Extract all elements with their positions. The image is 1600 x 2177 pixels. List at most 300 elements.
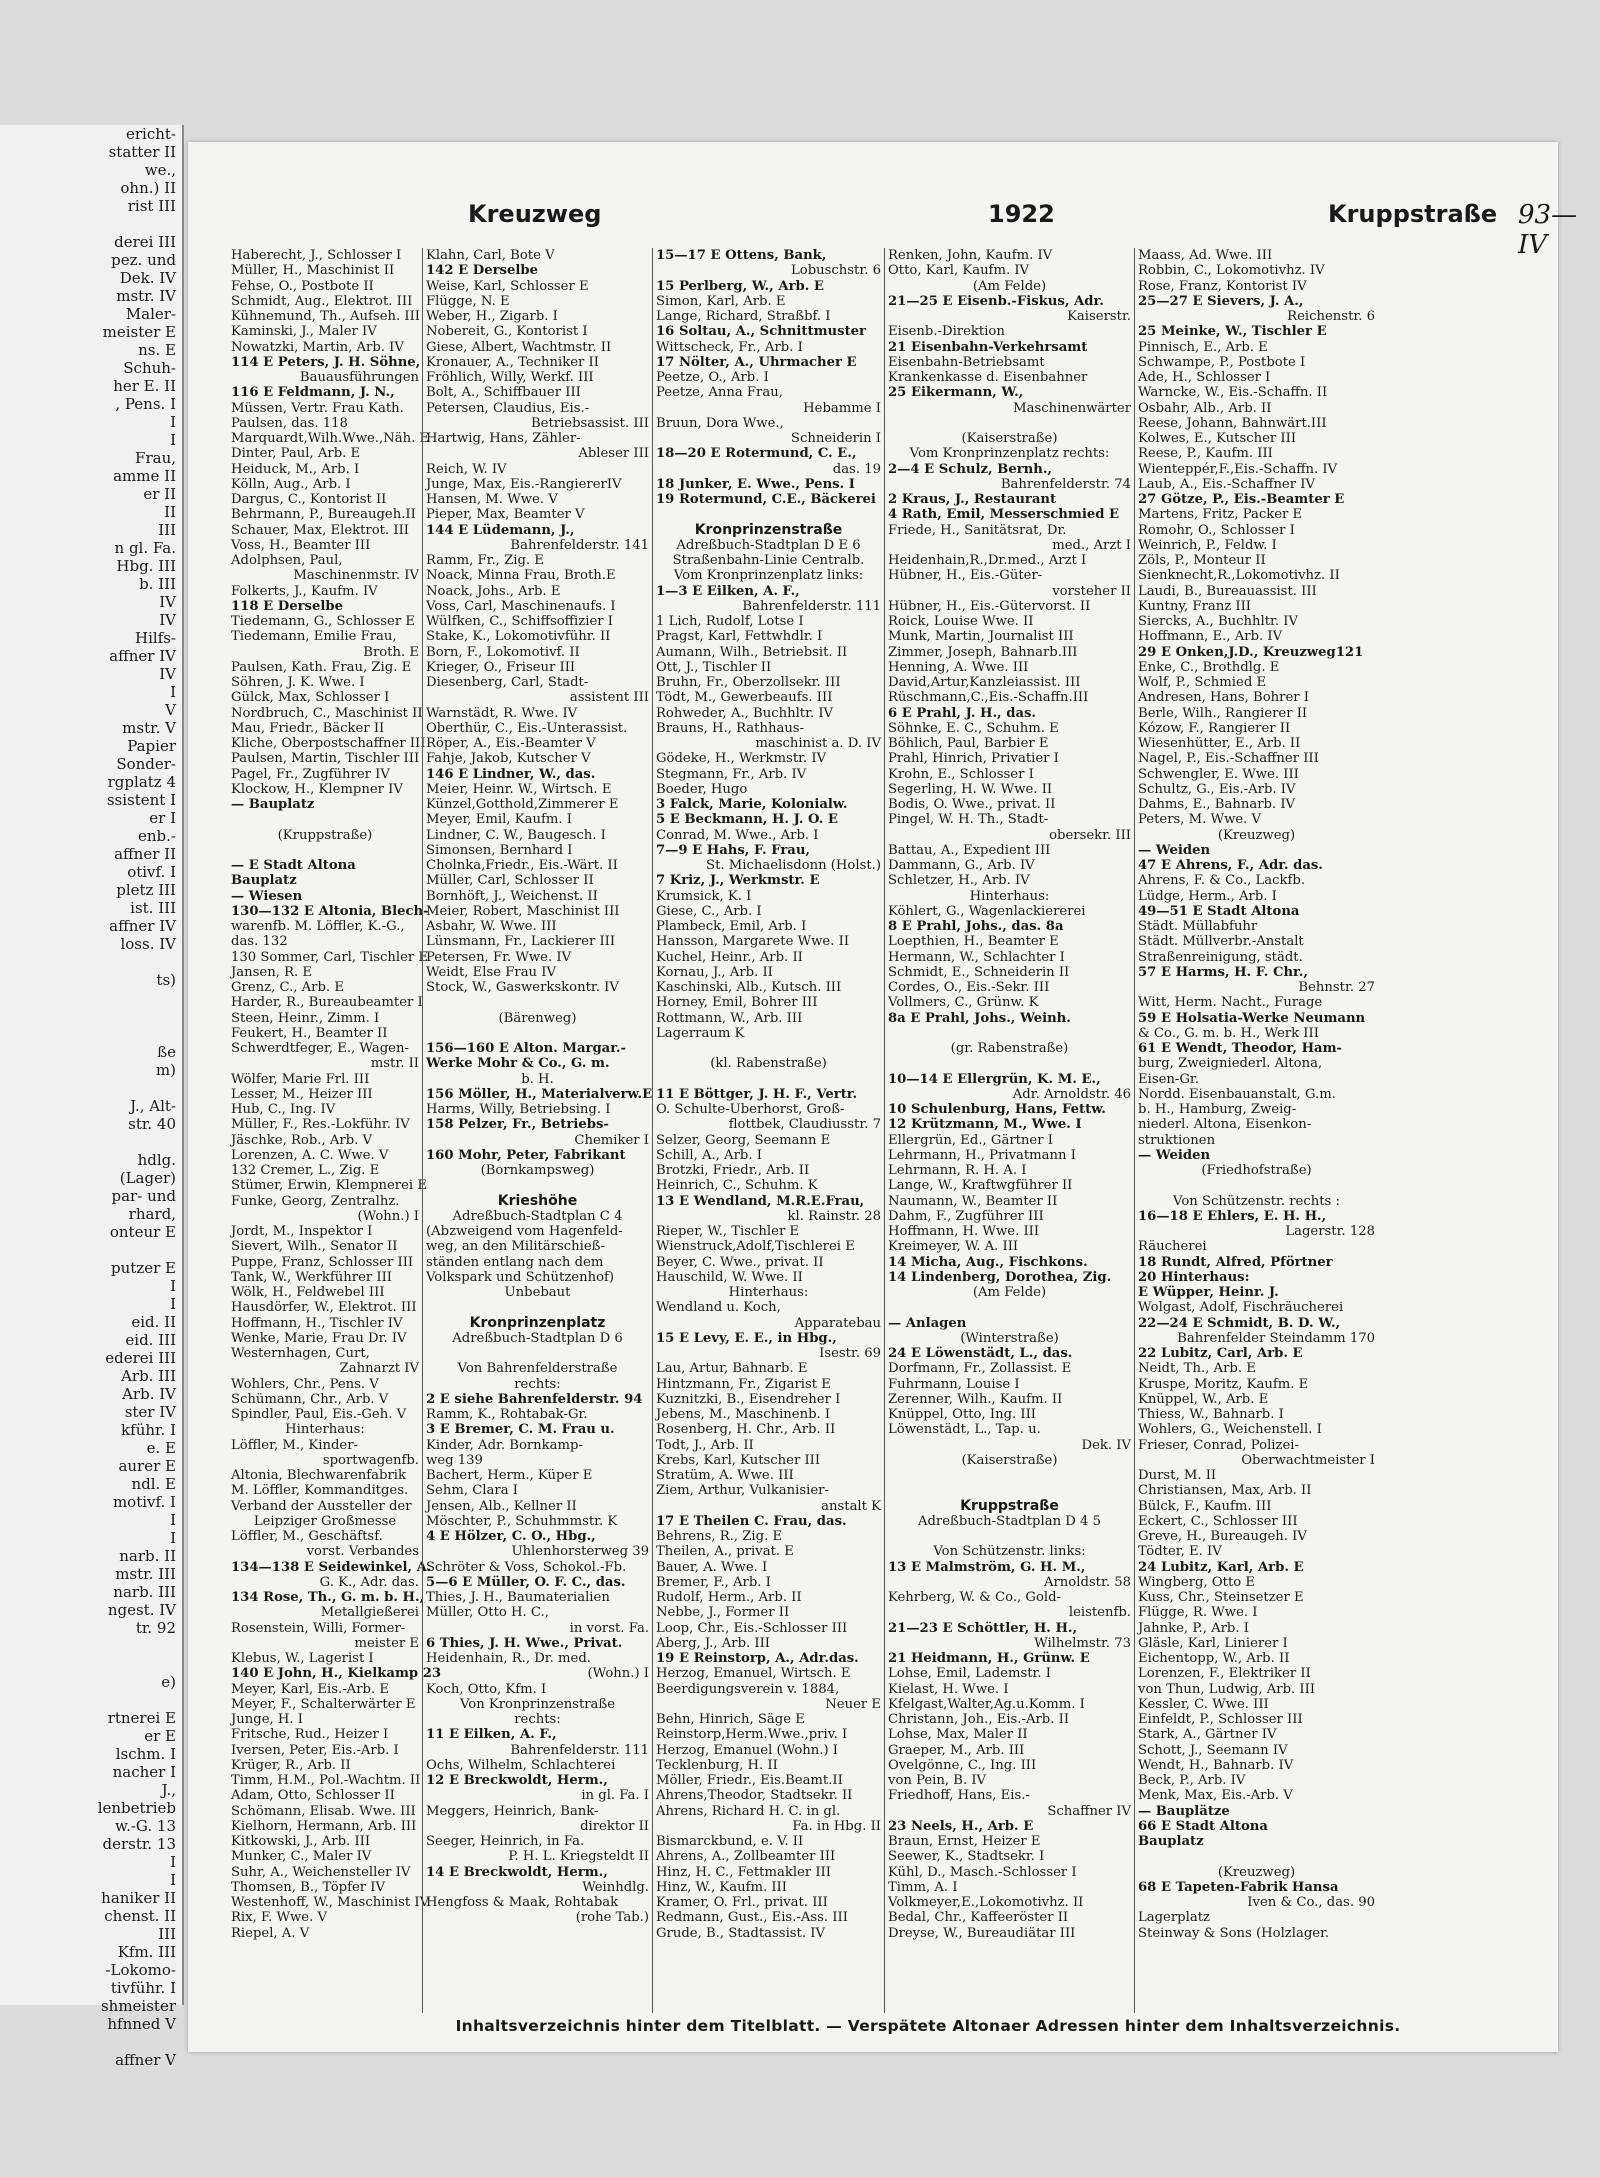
directory-entry: obersekr. III <box>1049 827 1131 843</box>
directory-entry: Kuznitzki, B., Eisendreher I <box>656 1391 841 1407</box>
directory-entry: Ramm, Fr., Zig. E <box>426 553 544 568</box>
directory-entry: Zahnarzt IV <box>339 1361 419 1377</box>
directory-entry: das. 19 <box>832 461 881 477</box>
directory-entry: Bahrenfelderstr. 141 <box>510 537 649 553</box>
directory-entry: Von Schützenstr. rechts : <box>1173 1193 1340 1209</box>
directory-entry: 59 E Holsatia-Werke Neumann <box>1138 1010 1366 1026</box>
directory-entry: Reese, Johann, Bahnwärt.III <box>1138 415 1327 431</box>
directory-entry: Bülck, F., Kaufm. III <box>1138 1498 1272 1514</box>
directory-entry: Hansson, Margarete Wwe. II <box>656 934 850 950</box>
left-fragment-line: statter II <box>108 143 176 161</box>
directory-entry: 11 E Böttger, J. H. F., Vertr. <box>656 1086 858 1102</box>
directory-entry: Nobereit, G., Kontorist I <box>426 324 588 340</box>
directory-entry: Meggers, Heinrich, Bank- <box>426 1803 599 1819</box>
directory-entry: 22—24 E Schmidt, B. D. W., <box>1138 1315 1341 1331</box>
directory-entry: 27 Götze, P., Eis.-Beamter E <box>1138 492 1345 507</box>
directory-entry: Dreyse, W., Bureaudiätar III <box>888 1925 1076 1941</box>
directory-entry: 24 Lubitz, Karl, Arb. E <box>1138 1559 1304 1575</box>
directory-entry: Segerling, H. W. Wwe. II <box>888 781 1053 797</box>
directory-entry: Lohse, Emil, Lademstr. I <box>888 1666 1051 1682</box>
directory-entry: Städt. Müllverbr.-Anstalt <box>1138 934 1304 950</box>
left-fragment-line: (Lager) <box>119 1169 176 1187</box>
directory-entry: Heiduck, M., Arb. I <box>231 461 360 477</box>
directory-entry: Vom Kronprinzenplatz rechts: <box>909 446 1110 462</box>
directory-entry: Schömann, Elisab. Wwe. III <box>231 1803 416 1819</box>
directory-entry: Nagel, P., Eis.-Schaffner III <box>1138 751 1319 767</box>
directory-entry: 140 E John, H., Kielkamp 23 <box>231 1666 442 1682</box>
directory-entry: maschinist a. D. IV <box>755 736 881 751</box>
directory-entry: Wölfer, Marie Frl. III <box>231 1071 370 1087</box>
directory-entry: Cordes, O., Eis.-Sekr. III <box>888 980 1050 995</box>
left-fragment-line: I <box>170 1295 176 1313</box>
directory-entry: Tecklenburg, H. II <box>656 1757 778 1773</box>
left-fragment-line: rgplatz 4 <box>107 773 176 791</box>
directory-page <box>188 142 1578 2052</box>
directory-entry: 18 Rundt, Alfred, Pförtner <box>1138 1254 1333 1270</box>
directory-entry: Stock, W., Gaswerkskontr. IV <box>426 980 619 995</box>
directory-entry: Nebbe, J., Former II <box>656 1605 790 1621</box>
directory-entry <box>1138 1849 1375 1864</box>
directory-entry: Schaffner IV <box>1047 1803 1131 1819</box>
directory-entry: Straßenreinigung, städt. <box>1138 949 1303 965</box>
directory-entry: Bachert, Herm., Küper E <box>426 1468 593 1483</box>
directory-entry: Wingberg, Otto E <box>1138 1574 1256 1590</box>
directory-entry: rechts: <box>514 1376 561 1392</box>
directory-entry: Simonsen, Bernhard I <box>426 842 573 858</box>
directory-entry: Enke, C., Brothdlg. E <box>1138 659 1280 675</box>
directory-entry: Tiedemann, Emilie Frau, <box>231 629 397 645</box>
column-4 <box>884 248 1134 2013</box>
directory-entry: Kühnemund, Th., Aufseh. III <box>231 309 421 324</box>
left-fragment-line: hfnned V <box>107 2015 176 2033</box>
left-fragment-line: eid. II <box>131 1313 176 1331</box>
directory-entry: das. 132 <box>231 934 288 950</box>
directory-entry: Wolgast, Adolf, Fischräucherei <box>1138 1300 1344 1316</box>
directory-entry: Tödt, M., Gewerbeaufs. III <box>656 690 833 706</box>
directory-entry: 116 E Feldmann, J. N., <box>231 385 395 401</box>
directory-entry: Behnstr. 27 <box>1298 980 1375 995</box>
directory-entry: Koch, Otto, Kfm. I <box>426 1681 547 1697</box>
directory-entry: Conrad, M. Wwe., Arb. I <box>656 827 819 843</box>
directory-entry: Kornau, J., Arb. II <box>656 964 773 980</box>
directory-entry: rechts: <box>514 1712 561 1727</box>
directory-entry: Kessler, C. Wwe. III <box>1138 1696 1269 1712</box>
directory-entry: Fa. in Hbg. II <box>792 1818 881 1834</box>
directory-entry: Knüppel, Otto, Ing. III <box>888 1407 1037 1422</box>
directory-entry: Wohlers, G., Weichenstell. I <box>1138 1422 1322 1438</box>
directory-entry: Schneiderin I <box>790 431 881 446</box>
directory-entry: Nordd. Eisenbauanstalt, G.m. <box>1138 1086 1336 1102</box>
directory-entry: Paulsen, das. 118 <box>231 415 348 431</box>
directory-entry: 2 E siehe Bahrenfelderstr. 94 <box>426 1391 643 1407</box>
directory-entry: Timm, A. I <box>888 1879 958 1895</box>
directory-entry: Flügge, R. Wwe. I <box>1138 1605 1258 1621</box>
directory-entry: Horney, Emil, Bohrer III <box>656 995 818 1011</box>
directory-entry: Stegmann, Fr., Arb. IV <box>656 766 807 782</box>
directory-entry: (Abzweigend vom Hagenfeld- <box>426 1224 623 1239</box>
directory-entry: Weinrich, P., Feldw. I <box>1138 537 1277 553</box>
directory-entry: Maschinenmstr. IV <box>293 568 419 584</box>
directory-entry: Dorfmann, Fr., Zollassist. E <box>888 1361 1072 1377</box>
directory-entry: David,Artur,Kanzleiassist. III <box>888 675 1081 690</box>
left-fragment-line: lschm. I <box>115 1745 176 1763</box>
directory-entry: Lohse, Max, Maler II <box>888 1727 1028 1743</box>
directory-entry: Boeder, Hugo <box>656 781 748 797</box>
directory-entry: Pieper, Max, Beamter V <box>426 507 585 523</box>
directory-entry: Bruun, Dora Wwe., <box>656 415 784 431</box>
directory-entry: Witt, Herm. Nacht., Furage <box>1138 995 1323 1011</box>
directory-entry: Krohn, E., Schlosser I <box>888 766 1034 782</box>
directory-entry: Stümer, Erwin, Klempnerei E <box>231 1178 427 1194</box>
left-fragment-line: kführ. I <box>121 1421 176 1439</box>
directory-entry: Uhlenhorsterweg 39 <box>511 1544 649 1560</box>
directory-entry: Schletzer, H., Arb. IV <box>888 873 1030 889</box>
directory-entry: Pagel, Fr., Zugführer IV <box>231 766 390 782</box>
left-fragment-line: pez. und <box>111 251 176 269</box>
directory-entry: (Friedhofstraße) <box>1201 1163 1312 1178</box>
directory-entry: Löffler, M., Kinder- <box>231 1437 358 1453</box>
left-fragment-line: IV <box>159 593 176 611</box>
directory-entry: Warnstädt, R. Wwe. IV <box>426 705 578 721</box>
directory-entry: 118 E Derselbe <box>231 598 343 614</box>
directory-entry: Timm, H.M., Pol.-Wachtm. II <box>231 1773 421 1788</box>
directory-entry: Hinz, H. C., Fettmakler III <box>656 1864 831 1880</box>
left-fragment-line: I <box>170 1871 176 1889</box>
directory-entry: niederl. Altona, Eisenkon- <box>1138 1117 1312 1133</box>
left-fragment-line: Kfm. III <box>117 1943 176 1961</box>
directory-entry: Lehrmann, R. H. A. I <box>888 1163 1027 1178</box>
directory-entry: Zöls, P., Monteur II <box>1138 553 1266 568</box>
directory-entry: Bauausführungen <box>299 370 419 385</box>
directory-entry: Lorenzen, A. C. Wwe. V <box>231 1147 389 1163</box>
directory-entry: Krieger, O., Friseur III <box>426 659 576 675</box>
directory-entry: Ahrens, Richard H. C. in gl. <box>656 1803 841 1819</box>
left-fragment-line: II <box>164 503 176 521</box>
directory-entry: Iversen, Peter, Eis.-Arb. I <box>231 1742 399 1758</box>
directory-entry: 49—51 E Stadt Altona <box>1138 903 1300 919</box>
directory-entry: Grude, B., Stadtassist. IV <box>656 1925 825 1941</box>
left-fragment-line: Arb. IV <box>122 1385 176 1403</box>
left-fragment-line: ster IV <box>124 1403 176 1421</box>
directory-entry: 14 Micha, Aug., Fischkons. <box>888 1254 1088 1270</box>
left-fragment-line: loss. IV <box>120 935 176 953</box>
directory-entry: (Kaiserstraße) <box>961 1452 1058 1468</box>
left-fragment-line: IV <box>159 611 176 629</box>
left-fragment-line: Arb. III <box>121 1367 176 1385</box>
directory-entry: Grenz, C., Arb. E <box>231 980 344 995</box>
directory-entry: Cholnka,Friedr., Eis.-Wärt. II <box>426 858 618 873</box>
directory-entry: Wölk, H., Feldwebel III <box>231 1285 385 1300</box>
directory-entry: 156—160 E Alton. Margar.- <box>426 1041 627 1056</box>
directory-entry: Werke Mohr & Co., G. m. <box>426 1056 610 1072</box>
directory-entry: Maass, Ad. Wwe. III <box>1138 248 1273 263</box>
left-fragment-line: lenbetrieb <box>97 1799 176 1817</box>
directory-entry: (Am Felde) <box>972 1285 1047 1300</box>
directory-entry: Harder, R., Bureaubeamter I <box>231 995 423 1011</box>
directory-entry: 146 E Lindner, W., das. <box>426 766 596 782</box>
directory-entry: Mau, Friedr., Bäcker II <box>231 720 385 736</box>
left-fragment-line: Papier <box>127 737 176 755</box>
directory-entry: Krebs, Karl, Kutscher III <box>656 1452 821 1468</box>
left-fragment-line: Schuh- <box>123 359 176 377</box>
left-fragment-line <box>0 1133 182 1151</box>
directory-entry: 22 Lubitz, Carl, Arb. E <box>1138 1346 1303 1361</box>
directory-entry: Schmidt, Aug., Elektrot. III <box>231 293 413 309</box>
directory-entry: Klahn, Carl, Bote V <box>426 248 555 263</box>
directory-entry: 16—18 E Ehlers, E. H. H., <box>1138 1208 1327 1224</box>
directory-entry: Bodis, O. Wwe., privat. II <box>888 797 1056 812</box>
directory-entry: Herzog, Emanuel, Wirtsch. E <box>656 1666 851 1682</box>
directory-entry: 158 Pelzer, Fr., Betriebs- <box>426 1117 609 1133</box>
directory-entry: Nowatzki, Martin, Arb. IV <box>231 339 404 355</box>
directory-entry: Gödeke, H., Werkmstr. IV <box>656 751 827 767</box>
directory-entry: Dargus, C., Kontorist II <box>231 492 387 507</box>
left-fragment-line: Maler- <box>125 305 176 323</box>
column-5 <box>1134 248 1378 2013</box>
directory-entry: 68 E Tapeten-Fabrik Hansa <box>1138 1879 1339 1895</box>
directory-entry: Bahrenfelder Steindamm 170 <box>1177 1330 1375 1346</box>
directory-entry: (Kaiserstraße) <box>961 431 1058 446</box>
directory-entry: Sievert, Wilh., Senator II <box>231 1239 398 1255</box>
left-fragment-line: affner IV <box>109 917 176 935</box>
directory-entry: Hoffmann, H., Tischler IV <box>231 1315 403 1331</box>
directory-entry: Giese, Albert, Wachtmstr. II <box>426 339 612 355</box>
left-fragment-line: er E <box>144 1727 176 1745</box>
directory-entry: b. H., Hamburg, Zweig- <box>1138 1102 1297 1117</box>
directory-entry: 160 Mohr, Peter, Fabrikant <box>426 1147 626 1163</box>
directory-entry: Bolt, A., Schiffbauer III <box>426 385 581 401</box>
left-fragment-line: affner IV <box>109 647 176 665</box>
directory-entry: mstr. II <box>370 1056 419 1072</box>
directory-entry: Andresen, Hans, Bohrer I <box>1138 690 1309 706</box>
directory-entry: Reinstorp,Herm.Wwe.,priv. I <box>656 1727 848 1743</box>
directory-entry: Junge, Max, Eis.-RangiererIV <box>426 476 622 492</box>
left-fragment-line <box>0 2033 182 2051</box>
directory-entry: 24 E Löwenstädt, L., das. <box>888 1346 1073 1361</box>
directory-entry: Westernhagen, Curt, <box>231 1346 370 1361</box>
directory-entry: O. Schulte-Uberhorst, Groß- <box>656 1102 845 1117</box>
left-fragment-line: shmeister <box>100 1997 176 2015</box>
directory-entry: Wenke, Marie, Frau Dr. IV <box>231 1330 407 1346</box>
directory-entry: Lüdge, Herm., Arb. I <box>1138 888 1277 904</box>
directory-entry: Klockow, H., Klempner IV <box>231 781 403 797</box>
directory-entry: Tödter, E. IV <box>1138 1544 1222 1560</box>
directory-entry: Wolf, P., Schmied E <box>1138 675 1267 690</box>
directory-entry: 25 Meinke, W., Tischler E <box>1138 324 1327 340</box>
directory-entry: Arnoldstr. 58 <box>1043 1574 1131 1590</box>
directory-entry: (Wohn.) I <box>357 1208 419 1224</box>
directory-entry: Siercks, A., Buchhltr. IV <box>1138 614 1299 629</box>
directory-entry: Menk, Max, Eis.-Arb. V <box>1138 1788 1293 1804</box>
directory-entry: Rottmann, W., Arb. III <box>656 1010 803 1026</box>
directory-entry: 10 Schulenburg, Hans, Fettw. <box>888 1102 1106 1117</box>
directory-entry: Schauer, Max, Elektrot. III <box>231 522 409 538</box>
left-fragment-line: ohn.) II <box>120 179 176 197</box>
directory-entry: Herzog, Emanuel (Wohn.) I <box>656 1742 838 1758</box>
directory-entry: Folkerts, J., Kaufm. IV <box>231 583 378 599</box>
directory-entry: Hoffmann, E., Arb. IV <box>1138 629 1283 645</box>
page-number: 93—IV <box>1518 200 1578 260</box>
directory-entry: Pinnisch, E., Arb. E <box>1138 339 1268 355</box>
directory-entry: Otto, Karl, Kaufm. IV <box>888 263 1030 279</box>
directory-entry: ständen entlang nach dem <box>426 1254 604 1270</box>
left-fragment-line: chenst. II <box>104 1907 176 1925</box>
directory-entry: Müssen, Vertr. Frau Kath. <box>231 400 404 416</box>
left-fragment-line: I <box>170 413 176 431</box>
directory-entry: Dammann, G., Arb. IV <box>888 858 1035 873</box>
directory-entry: Rudolf, Herm., Arb. II <box>656 1590 802 1605</box>
street-heading: Krieshöhe <box>497 1192 578 1209</box>
left-fragment-line: , Pens. I <box>115 395 176 413</box>
directory-entry: Jäschke, Rob., Arb. V <box>231 1132 373 1148</box>
left-fragment-line: onteur E <box>109 1223 176 1241</box>
directory-entry: Steinway & Sons (Holzlager. <box>1138 1925 1330 1941</box>
directory-entry: Gülck, Max, Schlosser I <box>231 690 390 706</box>
directory-entry: vorsteher II <box>1052 583 1131 599</box>
directory-columns <box>228 248 1558 2013</box>
directory-entry: Kreimeyer, W. A. III <box>888 1239 1019 1255</box>
directory-entry: 12 E Breckwoldt, Herm., <box>426 1773 608 1788</box>
directory-entry: Pragst, Karl, Fettwhdlr. I <box>656 629 823 645</box>
directory-entry: 21—23 E Schöttler, H. H., <box>888 1620 1078 1636</box>
directory-entry: Krumsick, K. I <box>656 888 752 904</box>
directory-entry: Städt. Müllabfuhr <box>1138 919 1258 934</box>
directory-entry: Müller, Otto H. C., <box>426 1605 549 1621</box>
directory-entry: Von Kronprinzenstraße <box>459 1696 616 1712</box>
left-fragment-line: -Lokomo- <box>105 1961 176 1979</box>
directory-entry: Weise, Karl, Schlosser E <box>426 278 589 294</box>
directory-entry: Hoffmann, H. Wwe. III <box>888 1224 1040 1239</box>
directory-entry: Broth. E <box>363 644 419 660</box>
directory-entry: Kielast, H. Wwe. I <box>888 1681 1009 1697</box>
left-fragment-line: rist III <box>127 197 176 215</box>
directory-entry: Söhren, J. K. Wwe. I <box>231 675 365 690</box>
directory-entry: Laudi, B., Bureauassist. III <box>1138 583 1317 599</box>
directory-entry: Verband der Aussteller der <box>231 1498 412 1514</box>
directory-entry: Schwampe, P., Postbote I <box>1138 354 1306 370</box>
directory-entry: Thiess, W., Bahnarb. I <box>1138 1407 1284 1422</box>
directory-entry: 3 Falck, Marie, Kolonialw. <box>656 797 848 812</box>
left-fragment-line: ericht- <box>125 125 176 143</box>
directory-entry: Meier, Heinr. W., Wirtsch. E <box>426 781 612 797</box>
directory-entry: Ade, H., Schlosser I <box>1138 370 1271 385</box>
directory-entry: Knüppel, W., Arb. E <box>1138 1391 1269 1407</box>
directory-entry: Wittscheck, Fr., Arb. I <box>656 339 803 355</box>
left-fragment-line: er II <box>143 485 176 503</box>
directory-entry: Oberthür, C., Eis.-Unterassist. <box>426 720 628 736</box>
left-fragment-line: ße <box>157 1043 176 1061</box>
directory-entry: Kuss, Chr., Steinsetzer E <box>1138 1590 1304 1605</box>
directory-entry: Kaiserstr. <box>1067 309 1131 324</box>
directory-entry: burg, Zweigniederl. Altona, <box>1138 1056 1323 1072</box>
directory-entry: Betriebsassist. III <box>530 415 649 431</box>
directory-entry: Voss, Carl, Maschinenaufs. I <box>426 598 616 614</box>
directory-entry: Henning, A. Wwe. III <box>888 659 1029 675</box>
directory-entry: Petersen, Fr. Wwe. IV <box>426 949 572 965</box>
left-fragment-line: I <box>170 1511 176 1529</box>
directory-entry: Isestr. 69 <box>819 1346 881 1361</box>
directory-entry: Gläsle, Karl, Linierer I <box>1138 1635 1288 1651</box>
directory-entry: Lehrmann, H., Privatmann I <box>888 1147 1076 1163</box>
directory-entry: Jebens, M., Maschinenb. I <box>656 1407 831 1422</box>
left-fragment-line <box>0 1025 182 1043</box>
left-fragment-line: m) <box>155 1061 176 1079</box>
directory-entry: Seeger, Heinrich, in Fa. <box>426 1834 585 1849</box>
directory-entry: Hengfoss & Maak, Rohtabak <box>426 1895 619 1910</box>
left-fragment-line: e) <box>161 1673 176 1691</box>
directory-entry: 16 Soltau, A., Schnittmuster <box>656 324 867 340</box>
directory-entry: Beck, P., Arb. IV <box>1138 1773 1246 1788</box>
directory-entry: Pingel, W. H. Th., Stadt- <box>888 812 1049 828</box>
left-fragment-line: I <box>170 1529 176 1547</box>
directory-entry: Rieper, W., Tischler E <box>656 1224 800 1239</box>
directory-entry: 10—14 E Ellergrün, K. M. E., <box>888 1071 1101 1087</box>
directory-entry: G. K., Adr. das. <box>319 1574 419 1590</box>
directory-entry: Haberecht, J., Schlosser I <box>231 248 402 263</box>
directory-entry: Heidenhain,R.,Dr.med., Arzt I <box>888 553 1087 568</box>
directory-entry: Lagerstr. 128 <box>1285 1224 1375 1239</box>
directory-entry: Aumann, Wilh., Betriebsit. II <box>656 644 848 660</box>
directory-entry: Rosenstein, Willi, Former- <box>231 1620 406 1636</box>
directory-entry: Eisen-Gr. <box>1138 1071 1199 1087</box>
left-fragment-line: rtnerei E <box>107 1709 176 1727</box>
directory-entry: 25 Eikermann, W., <box>888 385 1024 401</box>
left-page-fragment <box>0 125 184 2069</box>
directory-entry: Neuer E <box>825 1696 881 1712</box>
directory-entry: Schott, J., Seemann IV <box>1138 1742 1288 1758</box>
directory-entry: Lau, Artur, Bahnarb. E <box>656 1361 808 1377</box>
directory-entry: Laub, A., Eis.-Schaffner IV <box>1138 476 1315 492</box>
directory-entry: Meier, Robert, Maschinist III <box>426 903 620 919</box>
directory-entry: Fröhlich, Willy, Werkf. III <box>426 370 594 385</box>
directory-entry: Stark, A., Gärtner IV <box>1138 1727 1277 1743</box>
directory-entry <box>426 1178 649 1193</box>
directory-entry: Meyer, Emil, Kaufm. I <box>426 812 572 828</box>
directory-entry: Rohweder, A., Buchhltr. IV <box>656 705 834 721</box>
directory-entry: Bahrenfelderstr. 74 <box>1000 476 1131 492</box>
directory-entry: Räucherei <box>1138 1239 1207 1255</box>
directory-entry: 21 Heidmann, H., Grünw. E <box>888 1651 1090 1666</box>
left-fragment-line: I <box>170 683 176 701</box>
directory-entry: Paulsen, Martin, Tischler III <box>231 751 420 767</box>
directory-entry: 14 E Breckwoldt, Herm., <box>426 1864 608 1880</box>
directory-entry: Adr. Arnoldstr. 46 <box>1012 1086 1131 1102</box>
directory-entry: Aberg, J., Arb. III <box>656 1635 771 1651</box>
street-heading: Kronprinzenstraße <box>694 521 843 538</box>
directory-entry <box>231 843 419 858</box>
directory-entry: Thomsen, B., Töpfer IV <box>231 1879 386 1895</box>
directory-entry: 11 E Eilken, A. F., <box>426 1727 557 1743</box>
directory-entry: 5—6 E Müller, O. F. C., das. <box>426 1574 626 1590</box>
directory-entry: Kaminski, J., Maler IV <box>231 324 377 340</box>
directory-entry: 1 Lich, Rudolf, Lotse I <box>656 614 804 629</box>
directory-entry: Röper, A., Eis.-Beamter V <box>426 736 596 751</box>
directory-entry: Chemiker I <box>574 1132 649 1148</box>
directory-entry: Vom Kronprinzenplatz links: <box>673 568 864 584</box>
directory-entry: 6 Thies, J. H. Wwe., Privat. <box>426 1635 623 1651</box>
left-fragment-line: haniker II <box>101 1889 176 1907</box>
directory-entry: Selzer, Georg, Seemann E <box>656 1132 831 1148</box>
directory-entry: Westenhoff, W., Maschinist IV <box>231 1895 430 1910</box>
directory-entry: Oberwachtmeister I <box>1241 1452 1375 1468</box>
directory-entry: Ahrens, F. & Co., Lackfb. <box>1138 873 1306 889</box>
directory-entry: Volkspark und Schützenhof) <box>426 1269 615 1285</box>
directory-entry: Zimmer, Joseph, Bahnarb.III <box>888 644 1078 660</box>
directory-entry: 134 Rose, Th., G. m. b. H., <box>231 1590 425 1605</box>
directory-entry: Funke, Georg, Zentralhz. <box>231 1193 400 1209</box>
left-fragment-line <box>0 215 182 233</box>
directory-entry: Hinterhaus: <box>285 1422 365 1438</box>
